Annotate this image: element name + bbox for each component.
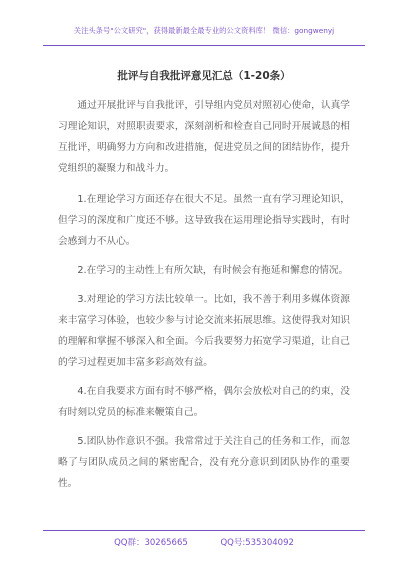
document-title: 批评与自我批评意见汇总（1-20条） [117,70,291,82]
list-item: 1.在理论学习方面还存在很大不足。虽然一直有学习理论知识，但学习的深度和广度还不够。这导致我在运用理论指导实践时，有时会感到力不从心。 [58,194,350,247]
list-item: 2.在学习的主动性上有所欠缺，有时候会有拖延和懈怠的情况。 [77,265,349,276]
document-body [58,95,350,502]
footer [0,536,408,548]
header-banner: 关注头条号"公文研究"，获得最新最全最专业的公文资料库！ 微信：gongwenyj [73,26,335,35]
intro-paragraph: 通过开展批评与自我批评，引导组内党员对照初心使命，认真学习理论知识，对照职责要求，深刻剖析和检查自己同时开展诚恳的相互批评，明确努力方向和改进措施，促进党员之间的团结协作，提升党组织的凝聚力和战斗力。 [58,100,350,174]
list-item: 5.团队协作意识不强。我常常过于关注自己的任务和工作，而忽略了与团队成员之间的紧密配合，没有充分意识到团队协作的重要性。 [58,436,350,489]
qq-group-number: QQ群：30265665 [114,538,188,548]
footer-divider [43,530,365,531]
list-item: 4.在自我要求方面有时不够严格，偶尔会放松对自己的约束，没有时刻以党员的标准来鞭策自己。 [58,386,350,418]
header-divider [43,45,365,46]
list-item: 3.对理论的学习方法比较单一。比如，我不善于利用多媒体资源来丰富学习体验，也较少参与讨论交流来拓展思维。这使得我对知识的理解和掌握不够深入和全面。今后我要努力拓宽学习渠道，让自己的学习过程更加丰富多彩高效有益。 [58,294,350,368]
qq-number: QQ号:535304092 [220,538,294,548]
